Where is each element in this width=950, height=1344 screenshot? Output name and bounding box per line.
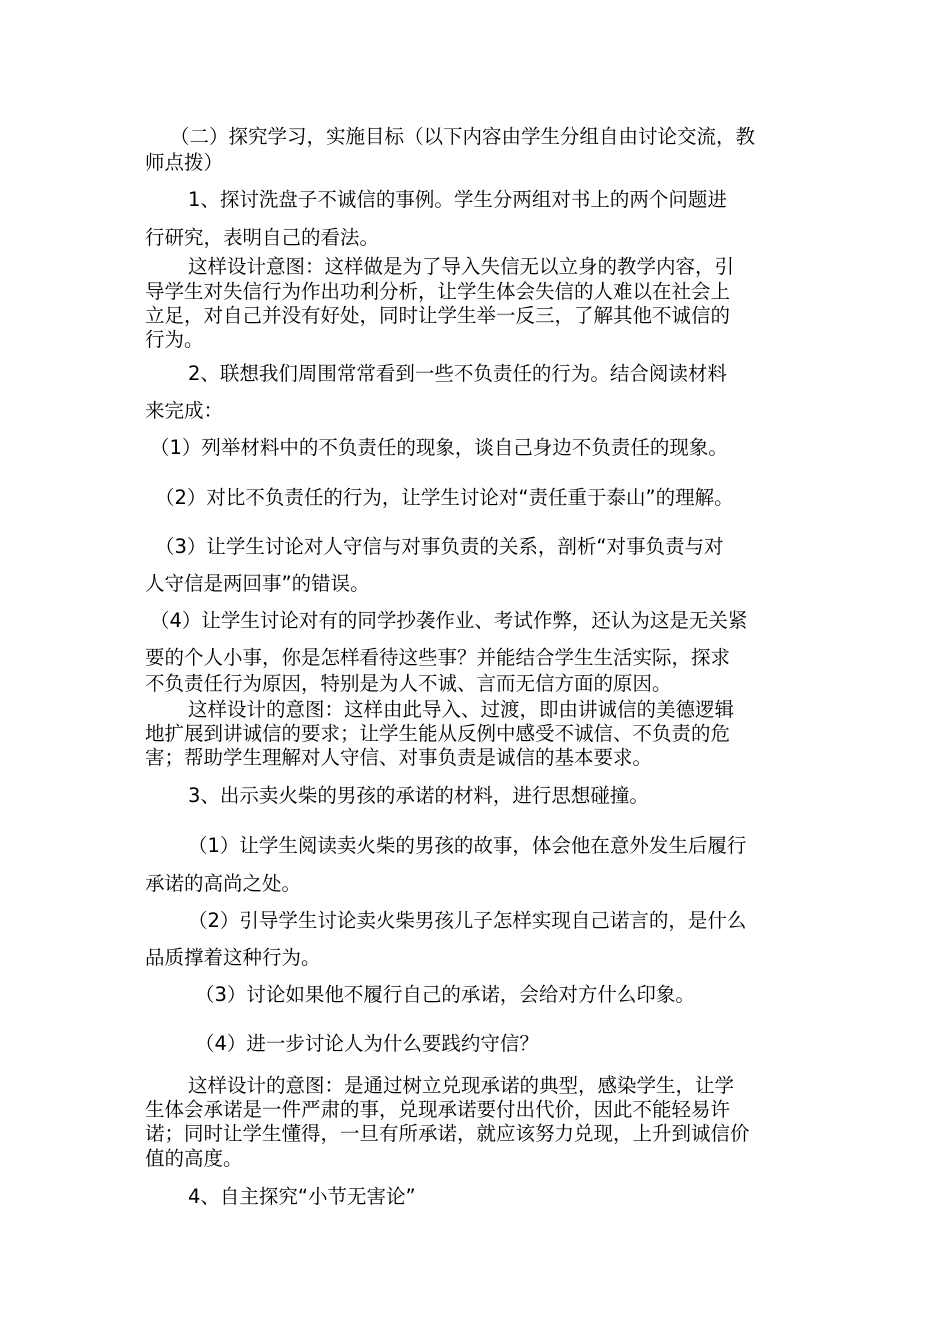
text-line: 1、探讨洗盘子不诚信的事例。学生分两组对书上的两个问题进 <box>188 188 727 211</box>
text-line: 这样设计意图：这样做是为了导入失信无以立身的教学内容，引 <box>188 255 735 278</box>
text-line: 害；帮助学生理解对人守信、对事负责是诚信的基本要求。 <box>145 746 653 769</box>
text-line: 师点拨） <box>145 151 224 174</box>
text-line: 2、联想我们周围常常看到一些不负责任的行为。结合阅读材料 <box>188 362 727 385</box>
text-line: 导学生对失信行为作出功利分析，让学生体会失信的人难以在社会上 <box>145 280 731 303</box>
text-line: （二）探究学习，实施目标（以下内容由学生分组自由讨论交流，教 <box>170 125 756 148</box>
text-line: 要的个人小事，你是怎样看待这些事？并能结合学生生活实际，探求 <box>145 646 731 669</box>
text-line: 不负责任行为原因，特别是为人不诚、言而无信方面的原因。 <box>145 672 672 695</box>
text-line: 品质撑着这种行为。 <box>145 946 321 969</box>
text-line: 来完成： <box>145 399 224 422</box>
text-line: 地扩展到讲诚信的要求；让学生能从反例中感受不诚信、不负责的危 <box>145 722 731 745</box>
text-line: （1）让学生阅读卖火柴的男孩的故事，体会他在意外发生后履行 <box>188 834 747 857</box>
text-line: （4）让学生讨论对有的同学抄袭作业、考试作弊，还认为这是无关紧 <box>150 609 748 632</box>
text-line: 值的高度。 <box>145 1147 243 1170</box>
text-line: 生体会承诺是一件严肃的事，兑现承诺要付出代价，因此不能轻易许 <box>145 1098 731 1121</box>
text-line: 立足，对自己并没有好处，同时让学生举一反三，了解其他不诚信的 <box>145 304 731 327</box>
text-line: （4）进一步讨论人为什么要践约守信？ <box>195 1032 539 1055</box>
text-line: 行研究，表明自己的看法。 <box>145 226 380 249</box>
text-line: 这样设计的意图：是通过树立兑现承诺的典型，感染学生，让学 <box>188 1074 735 1097</box>
text-line: 3、出示卖火柴的男孩的承诺的材料，进行思想碰撞。 <box>188 784 649 807</box>
text-line: （2）引导学生讨论卖火柴男孩儿子怎样实现自己诺言的，是什么 <box>188 909 747 932</box>
text-line: 承诺的高尚之处。 <box>145 872 302 895</box>
text-line: 人守信是两回事”的错误。 <box>145 572 370 595</box>
text-line: 4、自主探究“小节无害论” <box>188 1185 416 1208</box>
text-line: 这样设计的意图：这样由此导入、过渡，即由讲诚信的美德逻辑 <box>188 698 735 721</box>
text-line: 行为。 <box>145 328 204 351</box>
text-line: （3）讨论如果他不履行自己的承诺，会给对方什么印象。 <box>195 983 695 1006</box>
text-line: 诺；同时让学生懂得，一旦有所承诺，就应该努力兑现，上升到诚信价 <box>145 1122 750 1145</box>
text-line: （3）让学生讨论对人守信与对事负责的关系，剖析“对事负责与对 <box>155 535 724 558</box>
text-line: （2）对比不负责任的行为，让学生讨论对“责任重于泰山”的理解。 <box>155 486 734 509</box>
text-line: （1）列举材料中的不负责任的现象，谈自己身边不负责任的现象。 <box>150 436 728 459</box>
